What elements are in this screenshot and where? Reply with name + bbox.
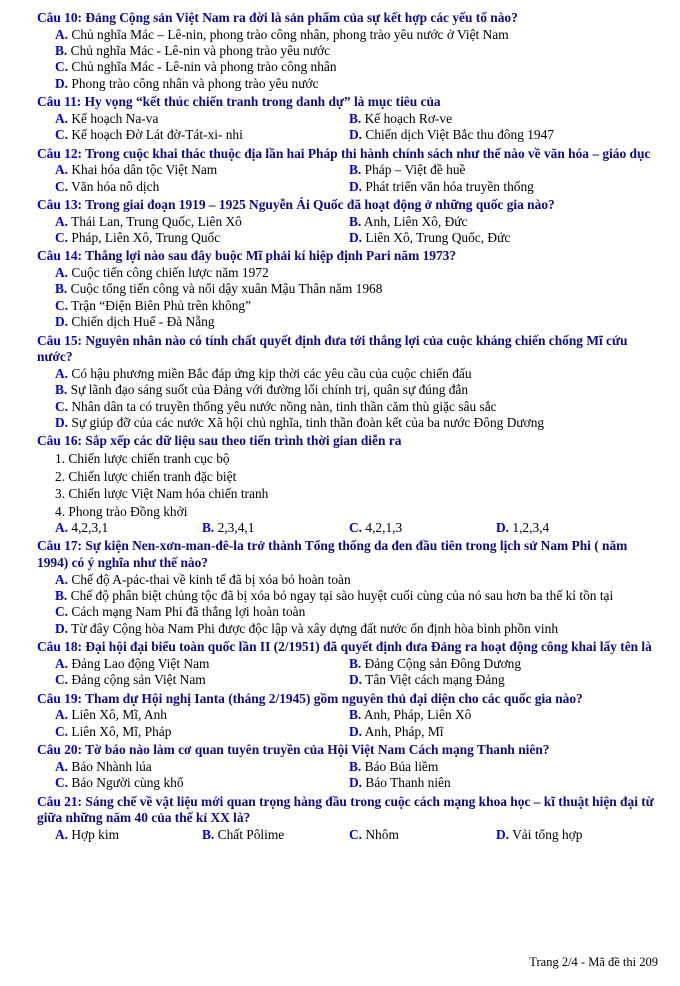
answer-text: 4,2,1,3 <box>365 520 403 536</box>
answer-option <box>349 214 643 230</box>
sequence-item: 1. Chiến lược chiến tranh cục bộ <box>55 451 230 467</box>
answer-option <box>55 127 349 143</box>
question-block <box>37 742 661 791</box>
question-number: Câu 15: <box>37 332 83 348</box>
answer-row <box>37 59 661 75</box>
answer-option <box>349 672 643 688</box>
answer-text: Chủ nghĩa Mác – Lê-nin, phong trào công nhân, phong trào yêu nước ở Việt Nam <box>71 26 509 42</box>
question-block <box>37 691 661 740</box>
question-block <box>37 433 661 536</box>
question-block <box>37 146 661 195</box>
answer-row <box>37 520 661 536</box>
question-text <box>37 639 661 656</box>
answer-row <box>37 724 661 740</box>
answer-text: Anh, Liên Xô, Đức <box>363 213 468 229</box>
question-body: Trong giai đoạn 1919 – 1925 Nguyễn Ái Quốc đã hoạt động ở những quốc gia nào? <box>85 197 555 213</box>
answer-letter: A. <box>55 520 69 536</box>
answer-letter: A. <box>55 826 69 842</box>
question-body: Sự kiện Nen-xơn-man-đê-la trở thành Tổng thống da đen đầu tiên trong lịch sử Nam Phi ( năm 1994) có ý nghĩa như thế nào? <box>37 538 628 571</box>
answer-option <box>55 179 349 195</box>
answer-row <box>37 604 661 620</box>
answer-option <box>349 162 643 178</box>
answer-row <box>37 76 661 92</box>
answer-option <box>349 520 496 536</box>
answer-option <box>349 179 643 195</box>
answer-option <box>55 230 349 246</box>
question-block <box>37 538 661 637</box>
answer-letter: A. <box>55 26 69 42</box>
answer-row <box>37 707 661 723</box>
answer-letter: A. <box>55 110 69 126</box>
question-body: Tờ báo nào làm cơ quan tuyên truyền của Hội Việt Nam Cách mạng Thanh niên? <box>85 742 550 758</box>
answer-option <box>349 111 643 127</box>
answer-text: Pháp – Việt đề huề <box>364 162 466 178</box>
answer-option <box>349 656 643 672</box>
answer-letter: A. <box>55 758 69 774</box>
answer-row <box>37 399 661 415</box>
answer-text: Chất Pôlime <box>217 826 285 842</box>
answer-letter: B. <box>349 213 362 229</box>
question-block <box>37 794 661 844</box>
sequence-item: 3. Chiến lược Việt Nam hóa chiến tranh <box>55 486 269 502</box>
answer-row <box>37 298 661 314</box>
question-number: Câu 21: <box>37 793 83 809</box>
answer-text: Báo Búa liềm <box>364 758 439 774</box>
answer-row <box>37 759 661 775</box>
answer-text: Liên Xô, Mĩ, Anh <box>71 707 167 723</box>
answer-text: Văn hóa nô dịch <box>71 178 160 194</box>
answer-row <box>37 111 661 127</box>
answer-text: Trận “Điện Biên Phủ trên không” <box>71 297 252 313</box>
answer-option <box>55 724 349 740</box>
answer-option <box>496 520 549 536</box>
question-body: Trong cuộc khai thác thuộc địa lần hai Pháp thi hành chính sách như thế nào về văn hóa – giáo dục <box>85 145 651 161</box>
answer-text: Cách mạng Nam Phi đã thắng lợi hoàn toàn <box>71 604 306 620</box>
question-number: Câu 18: <box>37 639 83 655</box>
answer-text: Từ đây Cộng hòa Nam Phi được độc lập và xây dựng đất nước ổn định hòa bình phồn vinh <box>71 620 559 636</box>
answer-text: Kế hoạch Rơ-ve <box>364 110 453 126</box>
answer-letter: B. <box>55 43 68 58</box>
answer-option <box>55 672 349 688</box>
answer-letter: C. <box>55 775 69 791</box>
answer-letter: D. <box>349 723 363 739</box>
answer-text: Báo Thanh niên <box>365 775 451 791</box>
answer-text: Chiến dịch Huế - Đà Nẵng <box>71 314 215 330</box>
answer-row <box>37 775 661 791</box>
question-number: Câu 17: <box>37 538 83 554</box>
answer-row <box>37 656 661 672</box>
question-number: Câu 20: <box>37 742 83 758</box>
answer-text: Phát triển văn hóa truyền thống <box>365 178 534 194</box>
answer-option <box>349 775 643 791</box>
answer-option <box>55 214 349 230</box>
answer-text: Chiến dịch Việt Bắc thu đông 1947 <box>365 127 555 143</box>
question-text <box>37 742 661 759</box>
answer-text: Sự lãnh đạo sáng suốt của Đảng với đường lối chính trị, quân sự đúng đắn <box>70 382 469 398</box>
answer-text: Cuộc tổng tiến công và nổi dậy xuân Mậu Thân năm 1968 <box>70 281 383 297</box>
answer-text: 2,3,4,1 <box>217 520 255 536</box>
question-text <box>37 433 661 450</box>
answer-letter: C. <box>349 826 363 842</box>
answer-letter: C. <box>55 230 69 246</box>
answer-row <box>37 281 661 297</box>
answer-text: Nhân dân ta có truyền thống yêu nước nồng nàn, tinh thần căm thù giặc sâu sắc <box>71 398 497 414</box>
answer-option <box>55 827 202 843</box>
answer-letter: D. <box>55 75 69 91</box>
answer-letter: D. <box>349 178 363 194</box>
answer-option <box>349 707 643 723</box>
answer-option <box>55 111 349 127</box>
answer-text: Chế độ phân biệt chủng tộc đã bị xóa bỏ ngay tại sào huyệt cuối cùng của nó sau hơn ba thế kỉ tồn tại <box>70 588 614 604</box>
answer-text: 4,2,3,1 <box>71 520 109 536</box>
answer-row <box>37 265 661 281</box>
answer-letter: C. <box>55 59 69 75</box>
answer-row <box>37 382 661 398</box>
answer-option <box>202 827 349 843</box>
answer-text: Có hậu phương miền Bắc đáp ứng kịp thời các yêu cầu của cuộc chiến đấu <box>71 365 472 381</box>
answer-letter: B. <box>349 110 362 126</box>
answer-letter: D. <box>349 775 363 791</box>
question-block <box>37 197 661 246</box>
answer-option <box>496 827 582 843</box>
answer-letter: A. <box>55 213 69 229</box>
question-text <box>37 248 661 265</box>
question-number: Câu 12: <box>37 145 83 161</box>
answer-letter: C. <box>55 672 69 688</box>
question-block <box>37 10 661 92</box>
question-body: Đại hội đại biểu toàn quốc lần II (2/1951) đã quyết định đưa Đảng ra hoạt động công khai lấy tên là <box>85 639 652 655</box>
question-block <box>37 248 661 330</box>
answer-row <box>37 127 661 143</box>
answer-letter: C. <box>55 297 69 313</box>
question-text <box>37 538 661 571</box>
answer-letter: D. <box>496 520 510 536</box>
answer-text: Khai hóa dân tộc Việt Nam <box>71 162 218 178</box>
answer-letter: C. <box>349 520 363 536</box>
answer-option <box>55 621 661 637</box>
answer-text: Sự giúp đỡ của các nước Xã hội chủ nghĩa, tinh thần đoàn kết của ba nước Đông Dương <box>71 415 545 431</box>
answer-option <box>55 588 661 604</box>
answer-option <box>55 366 661 382</box>
answer-option <box>55 656 349 672</box>
question-body: Hy vọng “kết thúc chiến tranh trong danh dự” là mục tiêu của <box>84 94 441 110</box>
answer-option <box>55 572 661 588</box>
answer-letter: C. <box>55 604 69 620</box>
answer-text: Pháp, Liên Xô, Trung Quốc <box>71 230 221 246</box>
question-block <box>37 94 661 143</box>
answer-letter: C. <box>55 127 69 143</box>
question-text <box>37 197 661 214</box>
answer-row <box>37 314 661 330</box>
answer-text: Anh, Pháp, Liên Xô <box>363 707 472 723</box>
answer-text: Vải tổng hợp <box>512 826 583 842</box>
answer-letter: B. <box>349 707 362 723</box>
answer-letter: A. <box>55 365 69 381</box>
question-number: Câu 13: <box>37 197 83 213</box>
answer-letter: D. <box>349 127 363 143</box>
answer-option <box>55 76 661 92</box>
answer-option <box>55 399 661 415</box>
question-number: Câu 11: <box>37 94 82 110</box>
answer-letter: A. <box>55 162 69 178</box>
answer-letter: B. <box>55 382 68 398</box>
answer-option <box>55 604 661 620</box>
answer-option <box>55 759 349 775</box>
question-body: Thắng lợi nào sau đây buộc Mĩ phải kí hiệp định Pari năm 1973? <box>85 248 457 264</box>
answer-letter: D. <box>349 230 363 246</box>
answer-text: Tân Việt cách mạng Đảng <box>365 672 505 688</box>
answer-letter: C. <box>55 723 69 739</box>
answer-letter: D. <box>55 415 69 431</box>
answer-option <box>349 724 643 740</box>
answer-letter: A. <box>55 707 69 723</box>
answer-letter: B. <box>202 520 215 536</box>
question-number: Câu 14: <box>37 248 83 264</box>
answer-letter: B. <box>202 826 215 842</box>
question-body: Sáng chế về vật liệu mới quan trọng hàng đầu trong cuộc cách mạng khoa học – kĩ thuật hiện đại từ giữa những năm 40 của thế kỉ XX là? <box>37 793 654 826</box>
answer-text: Cuộc tiến công chiến lược năm 1972 <box>71 265 269 281</box>
answer-text: Kế hoạch Đờ Lát đờ-Tát-xi- nhi <box>71 127 243 143</box>
answer-option <box>55 382 661 398</box>
answer-row <box>37 827 661 843</box>
question-number: Câu 19: <box>37 690 83 706</box>
question-number: Câu 10: <box>37 10 83 25</box>
answer-option <box>55 314 661 330</box>
answer-letter: A. <box>55 655 69 671</box>
question-body: Nguyên nhân nào có tính chất quyết định đưa tới thắng lợi của cuộc kháng chiến chống Mĩ cứu nước? <box>37 332 628 365</box>
answer-option <box>55 43 661 59</box>
answer-row <box>37 366 661 382</box>
answer-letter: B. <box>349 162 362 178</box>
answer-row <box>37 179 661 195</box>
answer-option <box>55 27 661 43</box>
answer-row <box>37 230 661 246</box>
question-text <box>37 94 661 111</box>
answer-text: Kế hoạch Na-va <box>71 110 159 126</box>
answer-text: 1,2,3,4 <box>512 520 550 536</box>
answer-row <box>37 27 661 43</box>
question-body: Tham dự Hội nghị Ianta (tháng 2/1945) gồm nguyên thủ đại diện cho các quốc gia nào? <box>85 690 583 706</box>
answer-option <box>202 520 349 536</box>
answer-text: Đảng Lao động Việt Nam <box>71 655 210 671</box>
answer-text: Liên Xô, Trung Quốc, Đức <box>365 230 511 246</box>
answer-option <box>55 265 661 281</box>
answer-option <box>349 127 643 143</box>
answer-text: Chế độ A-pác-thai về kinh tế đã bị xóa bỏ hoàn toàn <box>71 571 351 587</box>
answer-letter: A. <box>55 571 69 587</box>
answer-text: Liên Xô, Mĩ, Pháp <box>71 723 172 739</box>
answer-text: Phong trào công nhân và phong trào yêu nước <box>71 75 319 91</box>
question-text <box>37 691 661 708</box>
answer-letter: D. <box>496 826 510 842</box>
answer-text: Anh, Pháp, Mĩ <box>364 723 444 739</box>
answer-row <box>37 572 661 588</box>
answer-row <box>37 162 661 178</box>
answer-option <box>349 759 643 775</box>
question-text <box>37 333 661 366</box>
question-text <box>37 146 661 163</box>
answer-text: Chủ nghĩa Mác - Lê-nin và phong trào công nhân <box>71 59 337 75</box>
answer-letter: C. <box>55 178 69 194</box>
answer-option <box>55 298 661 314</box>
answer-option <box>349 827 496 843</box>
answer-option <box>55 281 661 297</box>
question-block <box>37 639 661 688</box>
answer-letter: A. <box>55 265 69 281</box>
answer-letter: B. <box>349 655 362 671</box>
exam-page <box>37 10 661 845</box>
question-number: Câu 16: <box>37 433 83 449</box>
answer-row <box>37 43 661 59</box>
sequence-item: 4. Phong trào Đồng khởi <box>55 503 188 519</box>
answer-option <box>55 415 661 431</box>
answer-letter: B. <box>349 758 362 774</box>
answer-text: Đảng Cộng sản Đông Dương <box>364 655 522 671</box>
answer-row <box>37 672 661 688</box>
answer-option <box>55 520 202 536</box>
answer-text: Hợp kim <box>71 826 120 842</box>
answer-option <box>55 775 349 791</box>
answer-option <box>55 707 349 723</box>
answer-text: Nhôm <box>365 826 399 842</box>
answer-letter: D. <box>55 620 69 636</box>
answer-text: Báo Người cùng khổ <box>71 775 184 791</box>
answer-text: Đảng cộng sản Việt Nam <box>71 672 206 688</box>
answer-text: Thái Lan, Trung Quốc, Liên Xô <box>71 213 242 229</box>
answer-letter: B. <box>55 281 68 297</box>
answer-row <box>37 214 661 230</box>
answer-letter: C. <box>55 398 69 414</box>
question-body: Sắp xếp các dữ liệu sau theo tiến trình thời gian diễn ra <box>85 433 402 449</box>
answer-row <box>37 415 661 431</box>
answer-letter: D. <box>349 672 363 688</box>
answer-row <box>37 588 661 604</box>
answer-option <box>349 230 643 246</box>
sequence-item: 2. Chiến lược chiến tranh đặc biệt <box>55 468 237 484</box>
answer-letter: B. <box>55 588 68 604</box>
answer-row <box>37 621 661 637</box>
question-text <box>37 10 661 27</box>
answer-option <box>55 59 661 75</box>
answer-text: Báo Nhành lúa <box>71 758 152 774</box>
question-text <box>37 794 661 827</box>
question-block <box>37 333 661 432</box>
answer-option <box>55 162 349 178</box>
answer-letter: D. <box>55 314 69 330</box>
answer-text: Chủ nghĩa Mác - Lê-nin và phong trào yêu nước <box>70 43 331 58</box>
page-footer: Trang 2/4 - Mã đề thi 209 <box>529 955 658 969</box>
question-body: Đảng Cộng sản Việt Nam ra đời là sản phẩm của sự kết hợp các yếu tố nào? <box>85 10 518 25</box>
